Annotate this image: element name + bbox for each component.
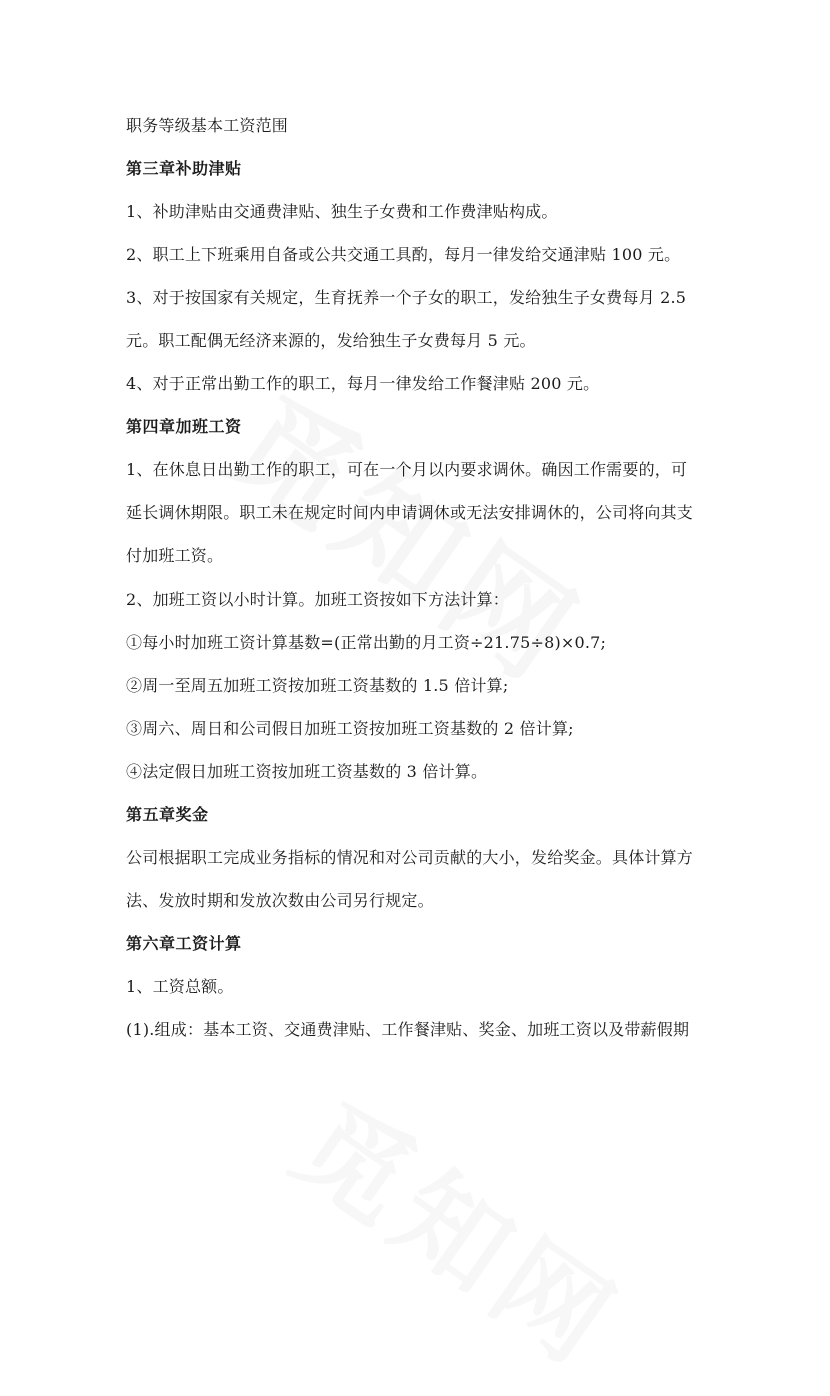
chapter-4-heading: 第四章加班工资 (126, 417, 242, 436)
chapter-3-heading: 第三章补助津贴 (126, 159, 242, 178)
paragraph-line: 1、在休息日出勤工作的职工，可在一个月以内要求调休。确因工作需要的，可 (126, 460, 688, 479)
paragraph-line: 付加班工资。 (126, 546, 224, 565)
paragraph-line: 元。职工配偶无经济来源的，发给独生子女费每月 5 元。 (126, 331, 536, 350)
paragraph-line: ④法定假日加班工资按加班工资基数的 3 倍计算。 (126, 762, 488, 781)
paragraph-line: 2、职工上下班乘用自备或公共交通工具酌，每月一律发给交通津贴 100 元。 (126, 245, 681, 264)
paragraph-line: 延长调休期限。职工未在规定时间内申请调休或无法安排调休的，公司将向其支 (126, 503, 694, 522)
paragraph-line: ③周六、周日和公司假日加班工资按加班工资基数的 2 倍计算; (126, 719, 574, 738)
paragraph-line: ②周一至周五加班工资按加班工资基数的 1.5 倍计算; (126, 676, 509, 695)
watermark (201, 350, 619, 715)
chapter-5-heading: 第五章奖金 (126, 805, 209, 824)
paragraph-line: ①每小时加班工资计算基数=(正常出勤的月工资÷21.75÷8)×0.7; (126, 633, 607, 652)
paragraph-line: 1、工资总额。 (126, 977, 234, 996)
section-intro-line: 职务等级基本工资范围 (126, 116, 289, 135)
paragraph-line: (1).组成：基本工资、交通费津贴、工作餐津贴、奖金、加班工资以及带薪假期 (126, 1020, 690, 1039)
paragraph-line: 4、对于正常出勤工作的职工，每月一律发给工作餐津贴 200 元。 (126, 374, 600, 393)
watermark-bottom (269, 1060, 655, 1396)
paragraph-line: 1、补助津贴由交通费津贴、独生子女费和工作费津贴构成。 (126, 202, 558, 221)
paragraph-line: 2、加班工资以小时计算。加班工资按如下方法计算： (126, 590, 509, 609)
paragraph-line: 公司根据职工完成业务指标的情况和对公司贡献的大小，发给奖金。具体计算方 (126, 848, 694, 867)
chapter-6-heading: 第六章工资计算 (126, 934, 242, 953)
paragraph-line: 法、发放时期和发放次数由公司另行规定。 (126, 891, 434, 910)
paragraph-line: 3、对于按国家有关规定，生育抚养一个子女的职工，发给独生子女费每月 2.5 (126, 288, 687, 307)
